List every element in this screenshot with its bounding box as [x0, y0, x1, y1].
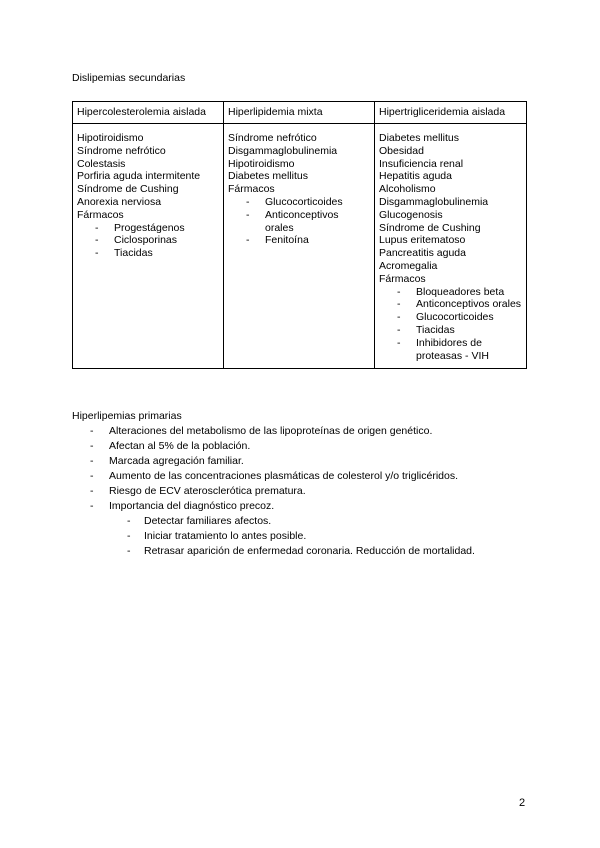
primary-hyperlipemia-list: [72, 424, 532, 559]
list-item: Glucogenosis: [379, 208, 443, 221]
drug-list: [77, 222, 219, 260]
diagnosis-label: Importancia del diagnóstico precoz.: [109, 500, 275, 512]
page-number: 2: [519, 797, 526, 809]
drug-item: - Fenitoína: [228, 234, 370, 247]
diagnosis-sublist: [109, 514, 532, 559]
list-item: Hepatitis aguda: [379, 170, 452, 183]
list-item: - Aumento de las concentraciones plasmáticas de colesterol y/o triglicéridos.: [72, 469, 532, 484]
secondary-dyslipidemia-table: [72, 101, 527, 369]
cell-hypertriglyceridemia: [375, 124, 527, 369]
list-item: Síndrome de Cushing: [379, 221, 481, 234]
list-item: Lupus eritematoso: [379, 234, 466, 247]
list-item: Insuficiencia renal: [379, 157, 464, 170]
drug-item: - Glucocorticoides: [379, 311, 522, 324]
drug-item: - Progestágenos: [77, 222, 219, 235]
drug-item: - Anticonceptivos orales: [228, 209, 370, 235]
drug-item: - Ciclosporinas: [77, 234, 219, 247]
list-item: Síndrome nefrótico: [228, 132, 317, 144]
cell-mixed-hyperlipidemia: [224, 124, 375, 369]
drug-list: [379, 286, 522, 363]
section-title-primary: Hiperlipemias primarias: [72, 410, 182, 422]
list-item-diagnosis: [72, 499, 532, 559]
header-mixed-hyperlipidemia: Hiperlipidemia mixta: [224, 102, 375, 124]
list-item: Obesidad: [379, 144, 424, 157]
list-item: Hipotiroidismo: [77, 132, 144, 144]
list-item: Fármacos: [77, 208, 124, 221]
header-hypertriglyceridemia: Hipertrigliceridemia aislada: [375, 102, 527, 124]
list-item: - Marcada agregación familiar.: [72, 454, 532, 469]
list-item: Anorexia nerviosa: [77, 195, 162, 208]
list-item: Alcoholismo: [379, 183, 436, 196]
list-item: Porfiria aguda intermitente: [77, 170, 201, 183]
list-item: Síndrome de Cushing: [77, 183, 179, 196]
list-item: Colestasis: [77, 157, 126, 170]
cell-hypercholesterolemia: [73, 124, 224, 369]
list-item: - Riesgo de ECV aterosclerótica prematura.: [72, 484, 532, 499]
sub-list-item: - Iniciar tratamiento lo antes posible.: [109, 529, 532, 544]
list-item: Hipotiroidismo: [228, 157, 295, 170]
list-item: Acromegalia: [379, 259, 438, 272]
list-item: Disgammaglobulinemia: [379, 195, 489, 208]
list-item: Pancreatitis aguda: [379, 247, 466, 260]
drug-list: [228, 196, 370, 247]
section-title-secondary: Dislipemias secundarias: [72, 72, 186, 84]
drug-item: - Inhibidores de proteasas - VIH: [379, 337, 522, 363]
list-item: Diabetes mellitus: [379, 132, 459, 144]
header-hypercholesterolemia: Hipercolesterolemia aislada: [73, 102, 224, 124]
drug-item: - Anticonceptivos orales: [379, 298, 522, 311]
sub-list-item: - Retrasar aparición de enfermedad coronaria. Reducción de mortalidad.: [109, 544, 532, 559]
drug-item: - Tiacidas: [77, 247, 219, 260]
list-item: Fármacos: [379, 272, 426, 285]
drug-item: - Tiacidas: [379, 324, 522, 337]
list-item: - Afectan al 5% de la población.: [72, 439, 532, 454]
sub-list-item: - Detectar familiares afectos.: [109, 514, 532, 529]
list-item: - Alteraciones del metabolismo de las lipoproteínas de origen genético.: [72, 424, 532, 439]
list-item: Disgammaglobulinemia: [228, 144, 338, 157]
drug-item: - Bloqueadores beta: [379, 286, 522, 299]
table-body-row: [73, 124, 527, 369]
table-header-row: [73, 102, 527, 124]
list-item: Síndrome nefrótico: [77, 144, 166, 157]
list-item: Diabetes mellitus: [228, 170, 308, 183]
drug-item: - Glucocorticoides: [228, 196, 370, 209]
list-item: Fármacos: [228, 183, 275, 196]
